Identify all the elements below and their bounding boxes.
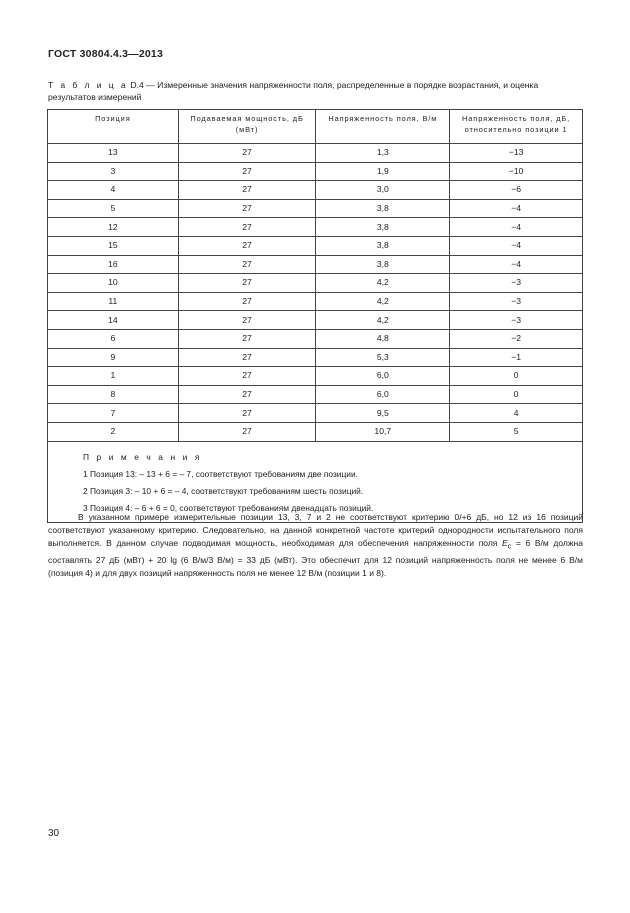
table-row [48, 162, 583, 181]
table-row [48, 236, 583, 255]
cell-relative-strength: −4 [450, 199, 583, 218]
cell-relative-strength: 0 [450, 385, 583, 404]
cell-position: 2 [48, 422, 179, 441]
table-row [48, 329, 583, 348]
cell-position: 4 [48, 181, 179, 200]
cell-relative-strength: 5 [450, 422, 583, 441]
cell-relative-strength: −3 [450, 292, 583, 311]
cell-relative-strength: −10 [450, 162, 583, 181]
table-row [48, 255, 583, 274]
cell-field-strength: 3,8 [316, 236, 450, 255]
notes-title: П р и м е ч а н и я [83, 451, 202, 462]
table-caption-number: D.4 [130, 80, 144, 90]
cell-field-strength: 1,9 [316, 162, 450, 181]
cell-power: 27 [178, 162, 316, 181]
table-caption-text: — Измеренные значения напряженности поля, распределенные в порядке возрастания, и оценка результатов измерений [48, 80, 539, 102]
table-notes-row [48, 441, 583, 522]
note-item: 3 Позиция 4: – 6 + 6 = 0, соответствуют требованиям двенадцать позиций. [83, 502, 374, 513]
table-header-row [48, 110, 583, 144]
cell-position: 13 [48, 144, 179, 163]
cell-power: 27 [178, 367, 316, 386]
cell-field-strength: 3,0 [316, 181, 450, 200]
cell-field-strength: 4,2 [316, 274, 450, 293]
note-item: 1 Позиция 13: – 13 + 6 = – 7, соответствуют требованиям две позиции. [83, 468, 358, 479]
column-header-field-strength: Напряженность поля, В/м [316, 110, 450, 144]
cell-field-strength: 6,0 [316, 367, 450, 386]
table-notes [48, 441, 583, 522]
cell-relative-strength: −4 [450, 255, 583, 274]
table-body [48, 144, 583, 442]
table-row [48, 385, 583, 404]
cell-position: 5 [48, 199, 179, 218]
table-caption-label: Т а б л и ц а [48, 80, 128, 90]
cell-field-strength: 3,8 [316, 255, 450, 274]
cell-power: 27 [178, 218, 316, 237]
cell-field-strength: 6,0 [316, 385, 450, 404]
symbol-e: E [502, 538, 508, 549]
cell-field-strength: 4,2 [316, 292, 450, 311]
cell-relative-strength: −1 [450, 348, 583, 367]
table-row [48, 144, 583, 163]
cell-power: 27 [178, 348, 316, 367]
cell-power: 27 [178, 292, 316, 311]
cell-relative-strength: −3 [450, 311, 583, 330]
cell-power: 27 [178, 144, 316, 163]
cell-position: 8 [48, 385, 179, 404]
table-row [48, 367, 583, 386]
measurement-table [47, 109, 583, 523]
cell-position: 10 [48, 274, 179, 293]
table-row [48, 422, 583, 441]
table-row [48, 274, 583, 293]
table-row [48, 292, 583, 311]
document-header: ГОСТ 30804.4.3—2013 [48, 48, 164, 60]
cell-power: 27 [178, 385, 316, 404]
table-row [48, 348, 583, 367]
cell-position: 12 [48, 218, 179, 237]
cell-field-strength: 9,5 [316, 404, 450, 423]
cell-relative-strength: −4 [450, 236, 583, 255]
cell-power: 27 [178, 311, 316, 330]
body-text-part1: В указанном примере измерительные позиции 13, 3, 7 и 2 не соответствуют критерию 0/+6 дБ, но 12 из 16 позиций соответствуют указанному критерию. Следовательно, на данной конкретной частоте критерий однородности испытательного поля выполняется. В данном случае подводимая мощность, необходимая для обеспечения напряженности поля [48, 512, 583, 549]
cell-position: 15 [48, 236, 179, 255]
cell-power: 27 [178, 199, 316, 218]
body-text-part2: = 6 В/м должна составлять 27 дБ (мВт) + 20 lg (6 В/м/3 В/м) = 33 дБ (мВт). Это обеспечит для 12 позиций напряженность поля не менее 6 В/м (позиция 4) и для двух позиций напряженность поля не менее 12 В/м (позиции 1 и 8). [48, 538, 583, 579]
cell-power: 27 [178, 236, 316, 255]
cell-field-strength: 10,7 [316, 422, 450, 441]
column-header-power: Подаваемая мощность, дБ (мВт) [178, 110, 316, 144]
column-header-position: Позиция [48, 110, 179, 144]
cell-field-strength: 4,2 [316, 311, 450, 330]
cell-position: 16 [48, 255, 179, 274]
cell-field-strength: 3,8 [316, 199, 450, 218]
cell-position: 3 [48, 162, 179, 181]
column-header-relative-strength: Напряженность поля, дБ, относительно позиции 1 [450, 110, 583, 144]
cell-position: 9 [48, 348, 179, 367]
symbol-subscript: c [507, 542, 512, 551]
cell-relative-strength: −2 [450, 329, 583, 348]
cell-power: 27 [178, 422, 316, 441]
cell-power: 27 [178, 404, 316, 423]
cell-power: 27 [178, 274, 316, 293]
page-number: 30 [48, 828, 60, 839]
table-row [48, 218, 583, 237]
table-row [48, 181, 583, 200]
cell-power: 27 [178, 255, 316, 274]
cell-relative-strength: −4 [450, 218, 583, 237]
cell-relative-strength: 0 [450, 367, 583, 386]
cell-position: 14 [48, 311, 179, 330]
cell-relative-strength: 4 [450, 404, 583, 423]
cell-position: 1 [48, 367, 179, 386]
table-caption [48, 79, 583, 103]
cell-relative-strength: −3 [450, 274, 583, 293]
table-row [48, 404, 583, 423]
table-row [48, 199, 583, 218]
cell-relative-strength: −6 [450, 181, 583, 200]
cell-power: 27 [178, 181, 316, 200]
cell-position: 7 [48, 404, 179, 423]
cell-field-strength: 5,3 [316, 348, 450, 367]
body-paragraph [48, 511, 583, 580]
note-item: 2 Позиция 3: – 10 + 6 = – 4, соответствуют требованиям шесть позиций. [83, 485, 364, 496]
cell-field-strength: 3,8 [316, 218, 450, 237]
cell-relative-strength: −13 [450, 144, 583, 163]
cell-power: 27 [178, 329, 316, 348]
cell-field-strength: 1,3 [316, 144, 450, 163]
cell-position: 6 [48, 329, 179, 348]
cell-field-strength: 4,8 [316, 329, 450, 348]
cell-position: 11 [48, 292, 179, 311]
table-row [48, 311, 583, 330]
